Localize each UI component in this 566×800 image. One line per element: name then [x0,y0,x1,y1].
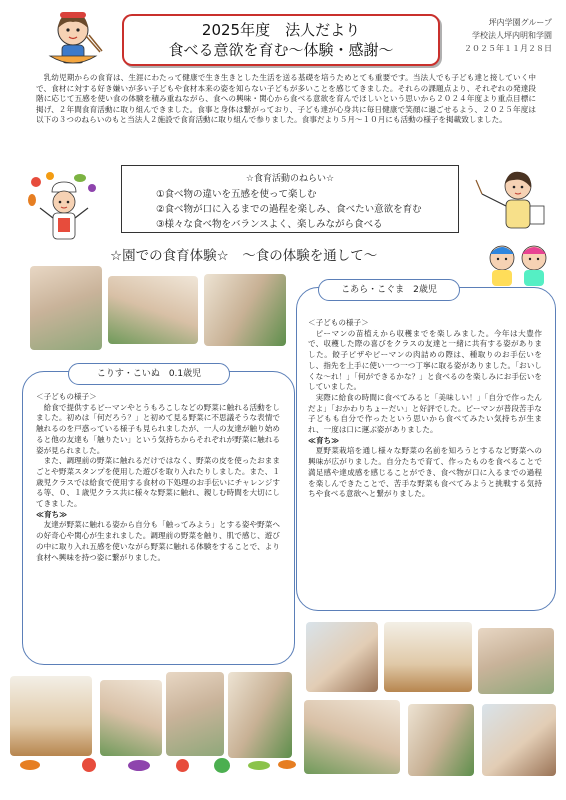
aim-item: ③様々な食べ物をバランスよく、楽しみながら食べる [156,219,383,230]
newsletter-subtitle: 食べる意欲を育む～体験・感謝～ [168,41,394,59]
vegetable-footer-decoration [0,756,300,786]
org-school: 学校法人坪内明和学園 [472,31,552,40]
food-education-aims-box [121,165,459,233]
newsletter-title-box [122,14,440,66]
carrot-icon [20,760,40,770]
aim-item: ②食べ物が口に入るまでの過程を楽しみ、食べたい意欲を育む [156,204,422,215]
paragraph: 実際に給食の時間に食べてみると「美味しい！」「自分で作ったんだよ」「おかわりちょーだい」と好評でした。ピーマンが普段苦手な子どもも自分で作ったという思いから食べてみたい気持ちが生まれ、一度は口に運ぶ姿がありました。 [308,392,542,435]
section-head: ＜子どもの様子＞ [36,392,97,401]
photo-eating-lunch [304,700,400,774]
photo-harvest-peppers [306,622,378,692]
infant-class-text [36,392,280,563]
toddler-class-text [308,318,542,500]
section-head: ≪育ち≫ [36,509,68,519]
issue-date: ２０２５年１１月２８日 [464,44,552,53]
newsletter-title: 2025年度 法人だより [201,21,361,39]
aims-title: ☆食育活動のねらい☆ [245,174,335,184]
chef-vegetables-illustration [24,170,104,248]
eggplant-icon [128,760,150,771]
paragraph: 給食で提供するピーマンやとうもろこしなどの野菜に触れる活動をしました。初めは「何だろう？」と初めて見る野菜に不思議そうな表情で触れるのを戸惑っている様子も見られましたが、一人の友達が触り始めると他の友達も「触りたい」という気持ちからそれぞれが野菜に触れる姿が見られました。 [36,402,280,455]
aim-item: ①食べ物の違いを五感を使って楽しむ [156,189,317,200]
photo-baby-with-pepper [100,680,162,756]
boy-eating-illustration [40,6,106,76]
tomato-icon [82,758,96,772]
section-head: ≪育ち≫ [308,435,340,445]
paragraph: 夏野菜栽培を通し様々な野菜の名前を知ろうとするなど野菜への興味が広がりました。自分たちで育て、作ったものを食べることで満足感や達成感を感じることができ、食べ物が口に入るまでの過程を楽しんできたことで、苦手な野菜も食べてみようと挑戦する気持ちや食べる意欲へと繋がりました。 [308,446,542,499]
toddler-class-label: こあら・こぐま 2歳児 [318,279,460,301]
photo-infants-vegetables [10,676,92,756]
photo-child-eating [482,704,556,776]
paragraph: また、調理前の野菜に触れるだけではなく、野菜の皮を使ったおままごとや野菜スタンプを使用した遊びを取り入れたりしました。また、１歳児クラスでは給食で使用する食材の下処理のお手伝いにチャレンジする等、０、１歳児クラス共に様々な野菜に触れ、親しむ時間を大切にしてきました。 [36,456,280,509]
teacher-pointing-illustration [474,166,554,238]
photo-children-at-table [108,276,198,344]
infant-class-label: こりす・こいぬ 0.1歳児 [68,363,230,385]
pea-pod-icon [248,761,270,770]
carrot-icon [278,760,296,769]
photo-making-pizza [384,622,472,692]
tomato-icon [176,759,189,772]
paragraph: 友達が野菜に触れる姿から自分も「触ってみよう」とする姿や野菜への好奇心や関心が生まれました。調理前の野菜を触り、肌で感じ、遊びの中に取り入れ五感を使いながら野菜に触れる体験をすることで、より食材へ興味を持つ姿に繋がりました。 [36,520,280,562]
intro-paragraph: 乳幼児期からの食育は、生涯にわたって健康で生き生きとした生活を送る基礎を培うためとても重要です。当法人でも子ども達と接していく中で、食材に対する好き嫌いが多い子どもや食材本来の姿を知らない子どもが多いことを感じてきました。それらの課題点より、それぞれの発達段階に応じて五感を使い食の体験を積み重ねながら、食への興味・関心から食べる意欲を育んでほしいという思いから２０２４年度より重点目標に掲げ、２年間食育活動に取り組んできました。食事と身体は繋がっており、子ども達が心身共に毎日健康で笑顔に過ごせるよう、２０２５年度は以下の３つのねらいのもと当法人２施設で食育活動に取り組んで参りました。食事だより５月～１０月にも活動の様子を掲載致しました。 [36,73,536,125]
photo-children-with-greens [204,274,286,346]
photo-cooking-pan [478,628,554,694]
photo-baby-stamping [228,672,292,758]
two-children-illustration [478,240,558,288]
broccoli-icon [214,758,230,773]
aims-list [156,187,458,232]
paragraph: ピーマンの苗植えから収穫までを楽しみました。今年は大豊作で、収穫した際の喜びをクラスの友達と一緒に共有する姿がありました。餃子ピザやピーマンの肉詰めの際は、種取りのお手伝いをし、指先を上手に使い一つ一つ丁寧に取る姿がありました。「おいしくな～れ！」「何ができるかな？」と食べるのを楽しみにお手伝いをしていました。 [308,328,542,392]
photo-baby-playing [166,672,224,756]
org-group: 坪内学園グループ [488,18,552,27]
organization-info [432,16,552,55]
section-head: ＜子どもの様子＞ [308,318,369,327]
section-heading: ☆園での食育体験☆ ～食の体験を通して～ [110,248,378,264]
photo-children-at-lunch [408,704,474,776]
photo-child-with-vegetables [30,266,102,350]
